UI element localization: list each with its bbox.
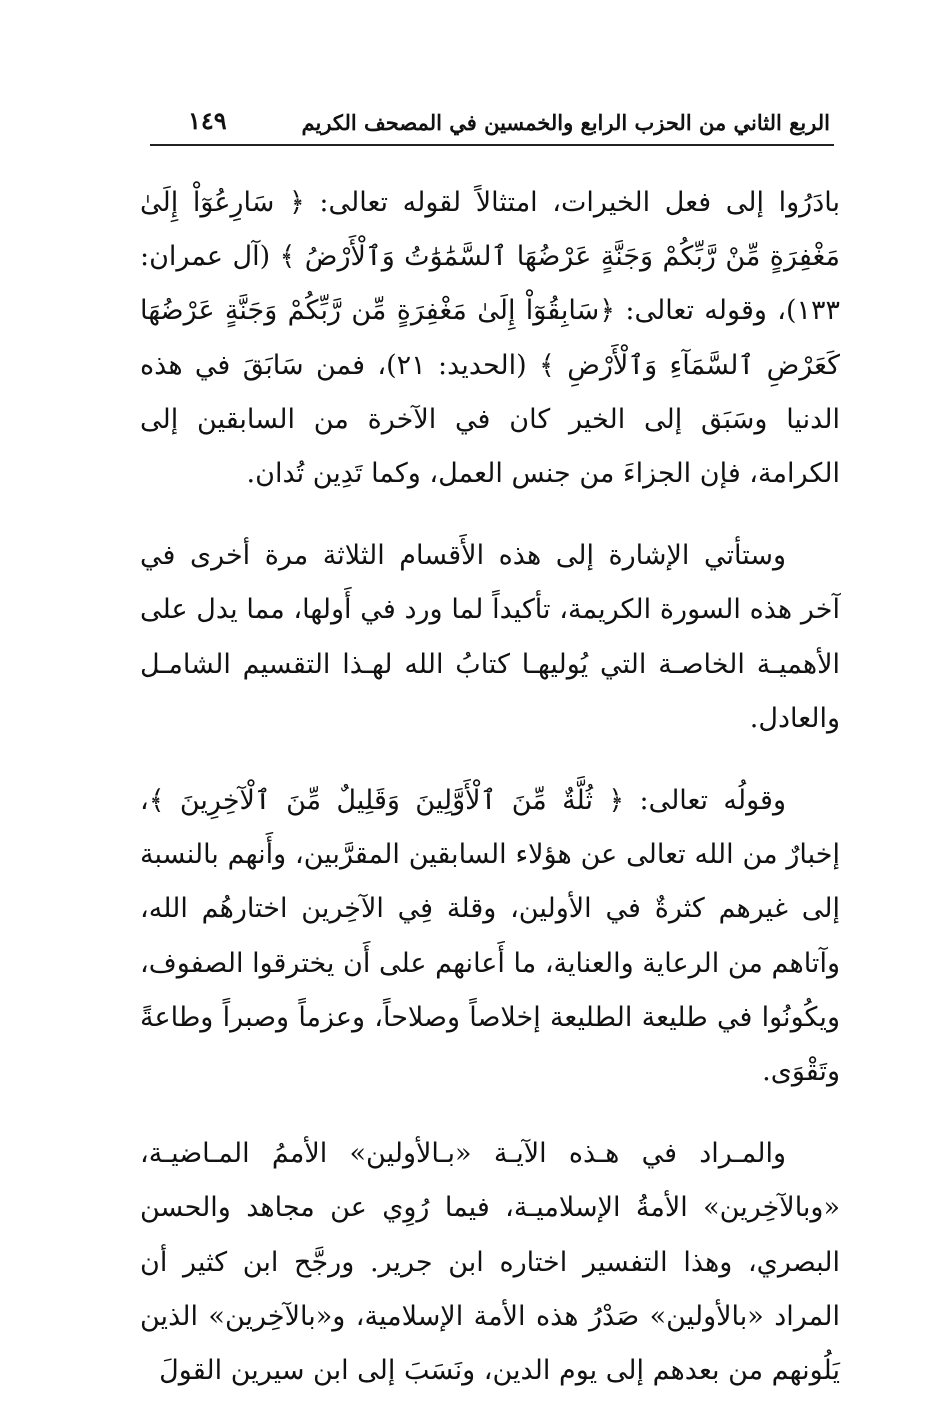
paragraph-1: بادَرُوا إلى فعل الخيرات، امتثالاً لقوله تعالى: ﴿ سَارِعُوٓاْ إِلَىٰ مَغْفِرَةٍ مِّنْ رَّبِّكُمْ وَجَنَّةٍ عَرْضُهَا ٱلسَّمَٰوَٰتُ وَٱلْأَرْضُ ﴾ (آل عمران: ١٣٣)، وقوله تعالى: ﴿سَابِقُوٓاْ إِلَىٰ مَغْفِرَةٍ مِّن رَّبِّكُمْ وَجَنَّةٍ عَرْضُهَا كَعَرْضِ ٱلسَّمَآءِ وَٱلْأَرْضِ ﴾ (الحديد: ٢١)، فمن سَابَقَ في هذه الدنيا وسَبَق إلى الخير كان في الآخرة من السابقين إلى الكرامة، فإن الجزاءَ من جنس العمل، وكما تَدِين تُدان. <box>140 187 841 490</box>
page-number: ١٤٩ <box>188 106 227 135</box>
body-text <box>140 176 840 1426</box>
paragraph-4: والمـراد في هـذه الآيـة «بـالأولين» الأممُ المـاضيـة، «وبالآخِرين» الأمةُ الإسلاميـة، فيما رُوِي عن مجاهد والحسن البصري، وهذا التفسير اختاره ابن جرير. ورجَّح ابن كثير أن المراد «بالأولين» صَدْرُ هذه الأمة الإسلامية، و«بالآخِرين» الذين يَلُونهم من بعدهم إلى يوم الدين، ونَسَبَ إلى ابن سيرين القولَ <box>140 1138 840 1387</box>
running-title: الربع الثاني من الحزب الرابع والخمسين في المصحف الكريم <box>301 110 830 135</box>
paragraph-2: وستأتي الإشارة إلى هذه الأَقسام الثلاثة مرة أخرى في آخر هذه السورة الكريمة، تأكيداً لما ورد في أَولها، مما يدل على الأهميـة الخاصـة التي يُوليهـا كتابُ الله لهـذا التقسيم الشامـل والعادل. <box>140 540 840 734</box>
paragraph-3: وقولُه تعالى: ﴿ ثُلَّةٌ مِّنَ ٱلْأَوَّلِينَ وَقَلِيلٌ مِّنَ ٱلْآخِرِينَ ﴾، إخبارٌ من الله تعالى عن هؤلاء السابقين المقرَّبين، وأَنهم بالنسبة إلى غيرهم كثرةٌ في الأولين، وقلة فِي الآخِرين اختارهُم الله، وآتاهم من الرعاية والعناية، ما أَعانهم على أَن يخترقوا الصفوف، ويكُونُوا في طليعة الطليعة إخلاصاً وصلاحاً، وعزماً وصبراً وطاعةً وتَقْوَى. <box>140 785 840 1088</box>
page-header <box>150 104 834 146</box>
